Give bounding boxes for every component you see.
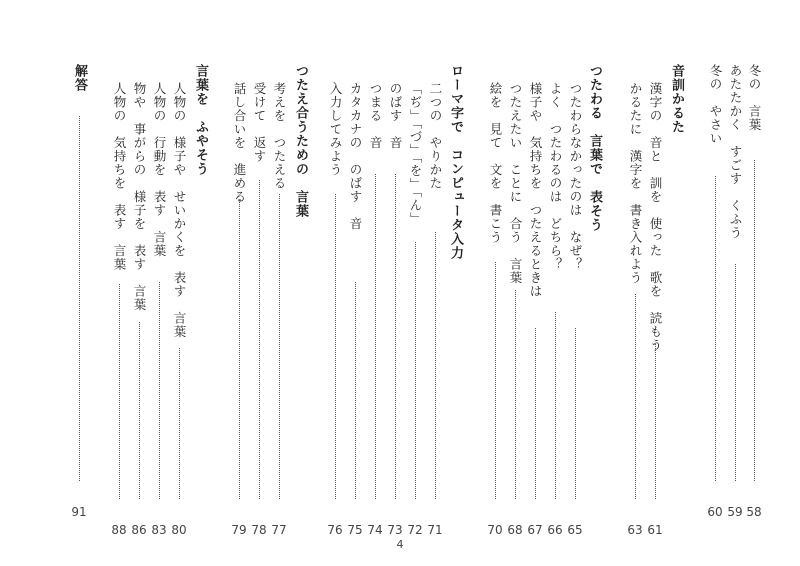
toc-entry-title: のばす 音 <box>388 82 403 150</box>
toc-entry[interactable] <box>646 82 664 537</box>
footer-page-number: 4 <box>396 538 404 551</box>
dot-leader <box>119 284 120 499</box>
dot-leader <box>555 312 556 499</box>
toc-entry-title: 人物の 様子や せいかくを 表す 言葉 <box>172 82 187 339</box>
toc-entry[interactable] <box>406 82 424 537</box>
toc-entry[interactable] <box>745 64 763 519</box>
dot-leader <box>655 344 656 499</box>
dot-leader <box>754 160 755 481</box>
toc-page-number: 80 <box>171 523 187 537</box>
toc-page-number: 61 <box>647 523 663 537</box>
toc-entry[interactable] <box>566 82 584 537</box>
toc-page-number: 91 <box>71 505 87 519</box>
toc-entry[interactable] <box>170 82 188 537</box>
dot-leader <box>435 232 436 499</box>
dot-leader <box>355 282 356 499</box>
toc-entry-title: あたたかく すごす くふう <box>728 64 743 240</box>
toc-entry-title: 入力してみよう <box>328 82 343 177</box>
dot-leader <box>515 290 516 499</box>
dot-leader <box>179 348 180 499</box>
toc-page-number: 63 <box>627 523 643 537</box>
toc-entry[interactable] <box>230 82 248 537</box>
toc-page-number: 70 <box>487 523 503 537</box>
heading-kotoba-fuyasou: 言葉を ふやそう <box>193 64 208 176</box>
toc-page-number: 88 <box>111 523 127 537</box>
toc-page-number: 66 <box>547 523 563 537</box>
toc-entry-title: 二つの やりかた <box>428 82 443 190</box>
toc-entry-title: 冬の 言葉 <box>747 64 762 132</box>
dot-leader <box>415 242 416 499</box>
dot-leader <box>495 262 496 499</box>
toc-page-number: 60 <box>707 505 723 519</box>
toc-entry-title: 冬の やさい <box>708 64 723 145</box>
toc-page-number: 77 <box>271 523 287 537</box>
heading-kaitou: 解答 <box>72 64 87 92</box>
toc-page-number: 58 <box>746 505 762 519</box>
toc-page-number: 78 <box>251 523 267 537</box>
toc-entry[interactable] <box>110 82 128 537</box>
toc-entry[interactable] <box>150 82 168 537</box>
toc-entry-title: 様子や 気持ちを つたえるときは <box>528 82 543 298</box>
heading-onkun-karuta: 音訓かるた <box>669 64 684 134</box>
toc-entry[interactable] <box>426 82 444 537</box>
toc-entry[interactable] <box>386 82 404 537</box>
toc-entry-title: 話し合いを 進める <box>232 82 247 204</box>
dot-leader <box>635 294 636 499</box>
toc-entry-title: 考えを つたえる <box>272 82 287 190</box>
heading-romaji: ローマ字で コンピュータ入力 <box>448 64 463 260</box>
dot-leader <box>279 194 280 499</box>
toc-entry[interactable] <box>366 82 384 537</box>
toc-entry-title: 受けて 返す <box>252 82 267 163</box>
toc-entry[interactable] <box>270 82 288 537</box>
toc-entry[interactable] <box>70 64 88 519</box>
toc-entry-title: 人物の 行動を 表す 言葉 <box>152 82 167 258</box>
toc-entry-title: つたえたい ことに 合う 言葉 <box>508 82 523 285</box>
toc-page-number: 59 <box>727 505 743 519</box>
toc-entry-title: つたわらなかったのは なぜ？ <box>568 82 583 271</box>
toc-page-number: 67 <box>527 523 543 537</box>
toc-entry[interactable] <box>130 82 148 537</box>
toc-entry-title: カタカナの のばす 音 <box>348 82 363 231</box>
toc-entry-title: 絵を 見て 文を 書こう <box>488 82 503 244</box>
heading-tsutawaru-kotoba: つたわる 言葉で 表そう <box>587 64 602 232</box>
toc-entry-title: 「ぢ」「づ」「を」「ん」 <box>408 82 423 226</box>
dot-leader <box>395 174 396 499</box>
toc-page-number: 71 <box>427 523 443 537</box>
toc-page-number: 72 <box>407 523 423 537</box>
dot-leader <box>575 328 576 499</box>
toc-entry[interactable] <box>346 82 364 537</box>
toc-entry[interactable] <box>486 82 504 537</box>
toc-entry[interactable] <box>506 82 524 537</box>
dot-leader <box>79 116 80 481</box>
toc-page-number: 75 <box>347 523 363 537</box>
toc-entry-title: 人物の 気持ちを 表す 言葉 <box>112 82 127 271</box>
dot-leader <box>535 328 536 499</box>
toc-entry-title: 物や 事がらの 様子を 表す 言葉 <box>132 82 147 312</box>
toc-entry-title: かるたに 漢字を 書き入れよう <box>628 82 643 285</box>
dot-leader <box>715 176 716 481</box>
toc-entry[interactable] <box>326 82 344 537</box>
dot-leader <box>375 174 376 499</box>
toc-entry[interactable] <box>546 82 564 537</box>
toc-entry[interactable] <box>526 82 544 537</box>
toc-entry-title: つまる 音 <box>368 82 383 150</box>
toc-entry[interactable] <box>250 82 268 537</box>
toc-page-number: 65 <box>567 523 583 537</box>
dot-leader <box>239 200 240 499</box>
toc-page-number: 74 <box>367 523 383 537</box>
dot-leader <box>735 264 736 481</box>
toc-entry-title: よく つたわるのは どちら？ <box>548 82 563 271</box>
toc-page-number: 79 <box>231 523 247 537</box>
toc-entry-title: 漢字の 音と 訓を 使った 歌を 読もう <box>648 82 663 352</box>
toc-page-number: 83 <box>151 523 167 537</box>
toc-page-number: 73 <box>387 523 403 537</box>
toc-entry[interactable] <box>626 82 644 537</box>
dot-leader <box>139 322 140 499</box>
toc-entry[interactable] <box>706 64 724 519</box>
toc-page-number: 76 <box>327 523 343 537</box>
toc-entry[interactable] <box>726 64 744 519</box>
dot-leader <box>335 194 336 499</box>
toc-page-number: 86 <box>131 523 147 537</box>
dot-leader <box>259 180 260 499</box>
dot-leader <box>159 282 160 499</box>
heading-tsutaeau: つたえ合うための 言葉 <box>293 64 308 218</box>
toc-page-number: 68 <box>507 523 523 537</box>
